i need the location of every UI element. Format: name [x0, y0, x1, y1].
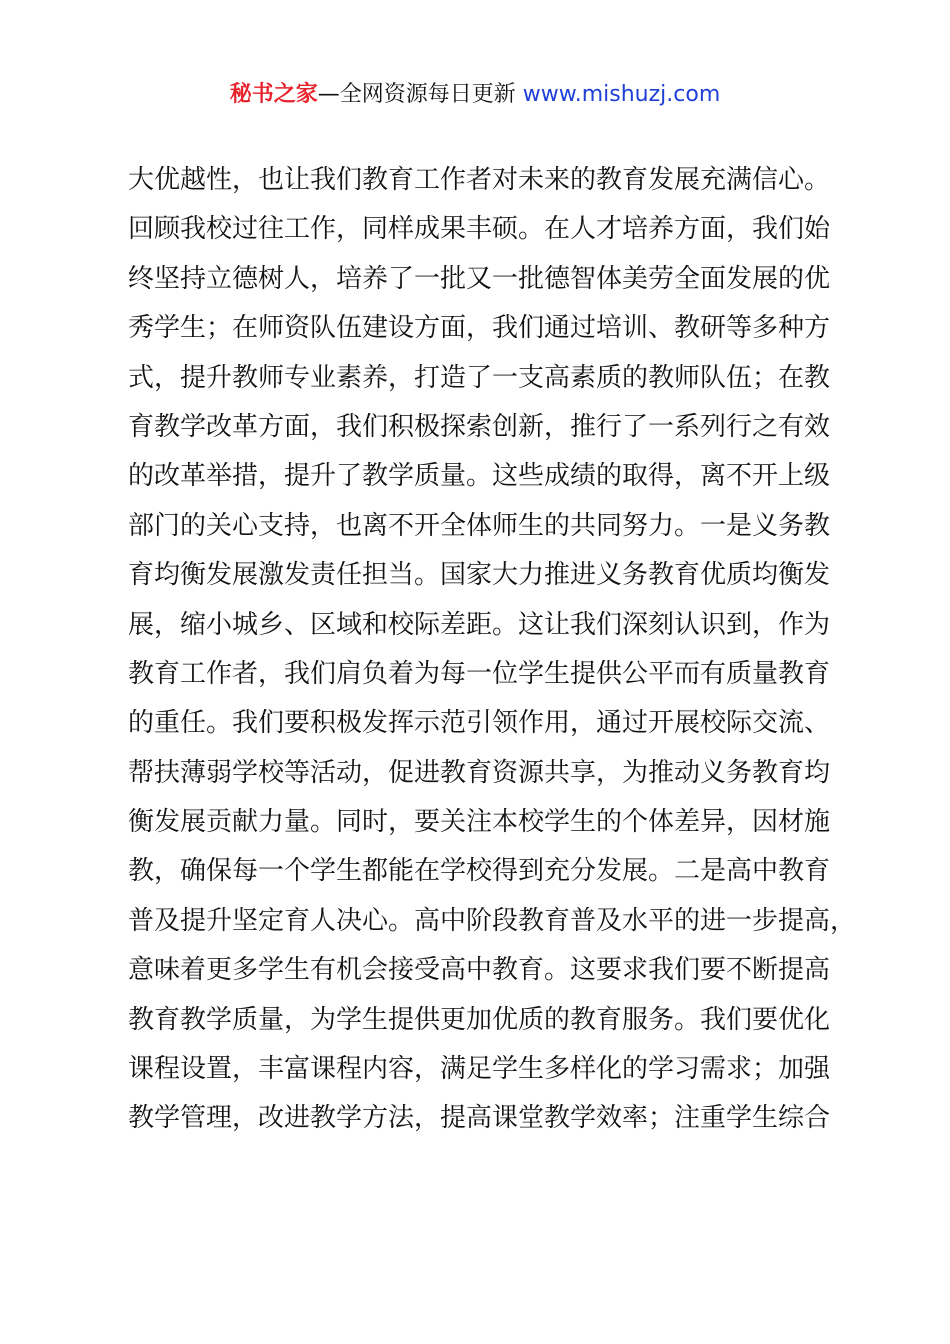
text-line: 大优越性，也让我们教育工作者对未来的教育发展充满信心。: [128, 165, 831, 195]
text-line: 意味着更多学生有机会接受高中教育。这要求我们要不断提高: [128, 955, 831, 986]
text-line: 回顾我校过往工作，同样成果丰硕。在人才培养方面，我们始: [128, 214, 831, 245]
body-text: [128, 156, 857, 1144]
text-line: 教育教学质量，为学生提供更加优质的教育服务。我们要优化: [128, 1004, 831, 1035]
text-line: 的改革举措，提升了教学质量。这些成绩的取得，离不开上级: [128, 461, 831, 492]
text-line: 式，提升教师专业素养，打造了一支高素质的教师队伍；在教: [128, 362, 831, 393]
header-brand: 秘书之家: [229, 82, 318, 107]
text-line: 衡发展贡献力量。同时，要关注本校学生的个体差异，因材施: [128, 807, 831, 838]
text-line: 终坚持立德树人，培养了一批又一批德智体美劳全面发展的优: [128, 263, 831, 294]
text-line: 秀学生；在师资队伍建设方面，我们通过培训、教研等多种方: [128, 313, 831, 344]
text-line: 育教学改革方面，我们积极探索创新，推行了一系列行之有效: [128, 411, 831, 442]
text-line: 教学管理，改进教学方法，提高课堂教学效率；注重学生综合: [128, 1103, 831, 1134]
text-line: 部门的关心支持，也离不开全体师生的共同努力。一是义务教: [128, 510, 831, 541]
text-line: 展，缩小城乡、区域和校际差距。这让我们深刻认识到，作为: [128, 609, 831, 640]
text-line: 育均衡发展激发责任担当。国家大力推进义务教育优质均衡发: [128, 560, 831, 591]
text-line: 普及提升坚定育人决心。高中阶段教育普及水平的进一步提高，: [128, 905, 857, 936]
text-line: 的重任。我们要积极发挥示范引领作用，通过开展校际交流、: [128, 708, 831, 739]
header-site-url[interactable]: www.mishuzj.com: [522, 82, 721, 107]
text-line: 帮扶薄弱学校等活动，促进教育资源共享，为推动义务教育均: [128, 757, 831, 788]
text-line: 教育工作者，我们肩负着为每一位学生提供公平而有质量教育: [128, 658, 831, 689]
page-header: [0, 80, 950, 110]
text-line: 教，确保每一个学生都能在学校得到充分发展。二是高中教育: [128, 856, 831, 887]
header-tagline: —全网资源每日更新: [317, 82, 516, 107]
text-line: 课程设置，丰富课程内容，满足学生多样化的学习需求；加强: [128, 1054, 831, 1085]
